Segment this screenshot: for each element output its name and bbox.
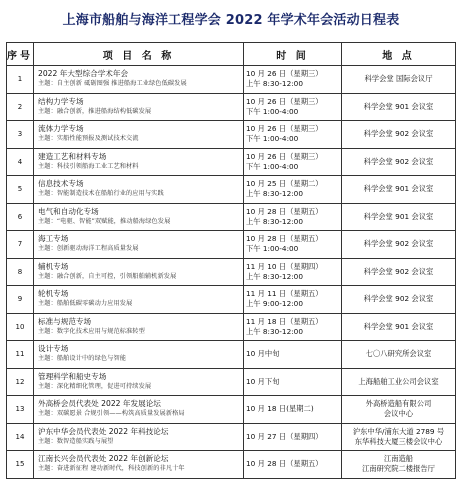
event-hours: 上午 8:30-12:00 [246,326,303,336]
event-date: 11 月 18 日（星期五） [246,316,323,326]
table-body [7,66,456,479]
event-theme: 主题：融合创新，推进船海结构低碳发展 [38,107,152,115]
table-row [7,396,456,424]
location-cell [342,396,456,424]
event-hours: 上午 9:00-12:00 [246,299,303,309]
row-number: 1 [7,66,34,94]
location-cell [342,313,456,341]
event-date: 10 月 27 日（星期四） [246,431,323,441]
time-cell [244,148,342,176]
event-theme: 主题：双碳愿景 合规引领——构筑高质量发展新格局 [38,410,185,418]
time-cell [244,423,342,451]
time-cell [244,341,342,369]
location-cell [342,258,456,286]
event-cell [34,341,244,369]
location-cell [342,286,456,314]
event-location: 科学会堂 901 会议室 [363,184,434,194]
event-cell [34,368,244,396]
event-hours: 下午 1:00-4:00 [246,134,299,144]
event-cell [34,313,244,341]
table-row [7,258,456,286]
event-date: 10 月下旬 [246,376,280,386]
event-theme: 主题：船舶低碳零碳动力应用发展 [38,300,133,308]
event-hours: 下午 1:00-4:00 [246,161,299,171]
event-cell [34,451,244,479]
row-number: 7 [7,231,34,259]
event-location: 江南研究院二楼报告厅 [362,464,435,474]
event-hours: 下午 1:00-4:00 [246,244,299,254]
location-cell [342,423,456,451]
row-number: 3 [7,121,34,149]
row-number: 5 [7,176,34,204]
time-cell [244,203,342,231]
event-hours: 上午 8:30-12:00 [246,189,303,199]
time-cell [244,451,342,479]
event-name: 信息技术专场 [38,179,84,189]
location-cell [342,368,456,396]
event-theme: 主题：深化精细化管理，促进可持续发展 [38,382,152,390]
event-name: 结构力学专场 [38,96,84,106]
location-cell [342,203,456,231]
table-row [7,203,456,231]
event-name: 标准与规范专场 [38,316,92,326]
time-cell [244,93,342,121]
event-date: 10 月 26 日（星期三） [246,124,323,134]
event-theme: 主题：数字化技术应用与规范标准转型 [38,327,145,335]
location-cell [342,148,456,176]
event-hours: 上午 8:30-12:00 [246,271,303,281]
event-location: 七〇八研究所会议室 [365,349,432,359]
event-date: 10 月 25 日（星期二） [246,179,323,189]
event-cell [34,148,244,176]
location-cell [342,176,456,204]
event-date: 11 月 10 日（星期四） [246,261,323,271]
event-location: 科学会堂 901 会议室 [363,101,434,111]
event-name: 建造工艺和材料专场 [38,151,107,161]
page-title: 上海市船舶与海洋工程学会 2022 年学术年会活动日程表 [62,13,400,28]
event-theme: 主题：科技引领船海工业工艺和材料 [38,162,139,170]
table-row [7,176,456,204]
location-cell [342,451,456,479]
time-cell [244,231,342,259]
event-name: 江南长兴会员代表处 2022 年创新论坛 [38,454,169,464]
table-row [7,451,456,479]
event-name: 2022 年大型综合学术年会 [38,69,129,79]
event-cell [34,231,244,259]
event-theme: 主题：智能制造技术在船舶行业的应用与实践 [38,190,164,198]
row-number: 4 [7,148,34,176]
event-location: 科学会堂 901 会议室 [363,321,434,331]
time-cell [244,121,342,149]
row-number: 12 [7,368,34,396]
event-location: 科学会堂 902 会议室 [363,156,434,166]
table-row [7,286,456,314]
table-row [7,231,456,259]
row-number: 13 [7,396,34,424]
header-time: 时 间 [244,43,342,66]
table-row [7,121,456,149]
row-number: 9 [7,286,34,314]
event-cell [34,396,244,424]
event-location: 沪东中华/浦东大道 2789 号 [352,426,445,436]
event-cell [34,203,244,231]
table-row [7,66,456,94]
event-theme: 主题：融合创新，自主可控，引领船舶辅机新发展 [38,272,177,280]
header-location: 地 点 [342,43,456,66]
event-theme: 主题：实船性能预报及测试技术交流 [38,135,139,143]
event-hours: 下午 1:00-4:00 [246,106,299,116]
time-cell [244,176,342,204]
location-cell [342,341,456,369]
time-cell [244,286,342,314]
event-date: 10 月 28 日（星期五） [246,459,323,469]
event-cell [34,286,244,314]
event-name: 管理科学和船史专场 [38,371,107,381]
event-name: 电气和自动化专场 [38,206,99,216]
event-name: 海工专场 [38,234,69,244]
time-cell [244,66,342,94]
table-row [7,341,456,369]
event-theme: 主题：船舶设计中的绿色与智能 [38,355,127,363]
event-location: 科学会堂 901 会议室 [363,211,434,221]
table-row [7,423,456,451]
time-cell [244,396,342,424]
event-theme: 主题：自主创新 砥砺图强 推进船海工业绿色低碳发展 [38,80,187,88]
event-cell [34,258,244,286]
event-location: 科学会堂 902 会议室 [363,129,434,139]
event-date: 10 月中旬 [246,349,280,359]
table-header-row [7,43,456,66]
location-cell [342,231,456,259]
row-number: 2 [7,93,34,121]
row-number: 10 [7,313,34,341]
event-cell [34,66,244,94]
table-row [7,313,456,341]
event-theme: 主题：奋进新征程 建功新时代，科技创新的非凡十年 [38,465,185,473]
event-theme: 主题：“电驱、智能”双赋能，推动船海绿色发展 [38,217,171,225]
event-theme: 主题：创新驱动海洋工程高质量发展 [38,245,139,253]
event-cell [34,93,244,121]
event-location: 外高桥造船有限公司 [365,399,432,409]
header-name: 项 目 名 称 [34,43,244,66]
event-location: 东华科技大厦三楼会议中心 [354,436,443,446]
time-cell [244,313,342,341]
event-name: 设计专场 [38,344,69,354]
row-number: 6 [7,203,34,231]
header-no: 序号 [7,43,34,66]
event-location: 科学会堂 902 会议室 [363,294,434,304]
schedule-table [6,42,456,479]
event-name: 辅机专场 [38,261,69,271]
event-cell [34,423,244,451]
event-name: 外高桥会员代表处 2022 年发展论坛 [38,399,161,409]
event-location: 江南造船 [383,454,414,464]
event-name: 沪东中华会员代表处 2022 年科技论坛 [38,426,169,436]
event-location: 科学会堂 国际会议厅 [364,74,433,84]
row-number: 14 [7,423,34,451]
event-location: 会议中心 [383,409,414,419]
event-date: 10 月 18 日(星期二) [246,404,314,414]
event-location: 上海船舶工业公司会议室 [358,376,439,386]
table-row [7,368,456,396]
row-number: 11 [7,341,34,369]
event-cell [34,176,244,204]
event-date: 10 月 26 日（星期三） [246,96,323,106]
row-number: 8 [7,258,34,286]
event-hours: 上午 8:30-12:00 [246,216,303,226]
row-number: 15 [7,451,34,479]
event-date: 10 月 28 日（星期五） [246,234,323,244]
event-hours: 上午 8:30-12:00 [246,79,303,89]
event-cell [34,121,244,149]
location-cell [342,93,456,121]
event-name: 轮机专场 [38,289,69,299]
event-theme: 主题：数智造船实践与展望 [38,437,114,445]
table-row [7,148,456,176]
time-cell [244,368,342,396]
event-date: 10 月 28 日（星期五） [246,206,323,216]
time-cell [244,258,342,286]
event-date: 10 月 26 日（星期三） [246,69,323,79]
event-date: 11 月 11 日（星期五） [246,289,323,299]
event-location: 科学会堂 902 会议室 [363,239,434,249]
location-cell [342,121,456,149]
event-location: 科学会堂 902 会议室 [363,266,434,276]
event-date: 10 月 26 日（星期三） [246,151,323,161]
location-cell [342,66,456,94]
event-name: 流体力学专场 [38,124,84,134]
table-row [7,93,456,121]
